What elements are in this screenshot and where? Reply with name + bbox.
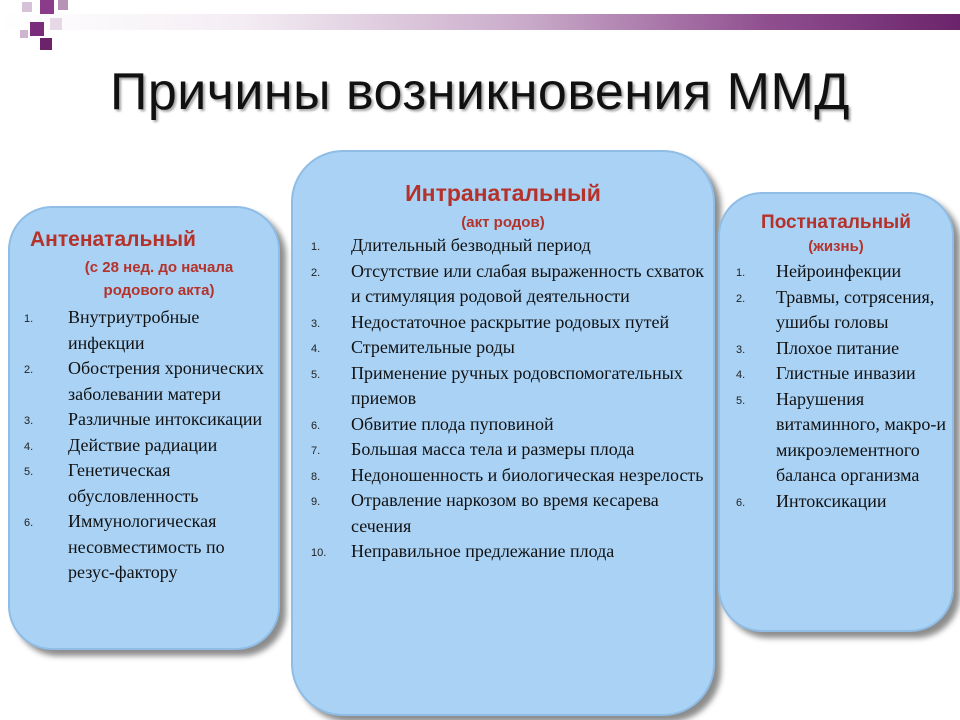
list-item — [736, 489, 948, 515]
list-item — [311, 335, 707, 361]
decorative-square — [40, 38, 52, 50]
list-item — [24, 458, 270, 509]
postnatal-list — [720, 259, 952, 514]
list-item-number: 1. — [311, 241, 321, 253]
list-item-number: 7. — [311, 445, 321, 457]
list-item-number: 2. — [24, 364, 34, 376]
list-item-text: Травмы, сотрясения, ушибы головы — [776, 286, 935, 332]
list-item — [311, 488, 707, 539]
decorative-square — [20, 30, 28, 38]
list-item-text: Нейроинфекции — [776, 261, 902, 281]
list-item-number: 1. — [736, 267, 746, 279]
list-item-number: 5. — [736, 394, 746, 407]
postnatal-panel — [718, 192, 954, 632]
list-item-text: Неправильное предлежание плода — [351, 541, 615, 561]
list-item — [311, 463, 707, 489]
list-item — [311, 437, 707, 463]
list-item-number: 3. — [311, 317, 321, 330]
list-item — [311, 412, 707, 438]
list-item-text: Интоксикации — [776, 490, 887, 511]
list-item — [24, 509, 270, 586]
list-item-number: 4. — [311, 343, 321, 355]
list-item-text: Стремительные роды — [351, 337, 515, 357]
list-item-text: Длительный безводный период — [351, 235, 591, 255]
list-item — [736, 285, 948, 336]
decorative-square — [22, 2, 32, 12]
list-item-number: 10. — [311, 547, 327, 559]
list-item — [24, 305, 270, 356]
decorative-top-bar — [0, 14, 960, 30]
list-item — [736, 336, 948, 362]
list-item-number: 5. — [24, 466, 34, 478]
list-item-text: Применение ручных родовспомогательных приемов — [351, 362, 683, 408]
intranatal-list — [293, 233, 713, 565]
list-item-text: Отсутствие или слабая выраженность схваток и стимуляция родовой деятельности — [351, 260, 704, 306]
list-item-number: 4. — [24, 440, 34, 453]
list-item-text: Плохое питание — [776, 337, 900, 358]
list-item-number: 9. — [311, 496, 321, 508]
list-item-text: Обвитие плода пуповиной — [351, 413, 554, 434]
list-item-number: 6. — [24, 517, 34, 529]
intranatal-subtitle: (акт родов) — [461, 214, 545, 231]
antenatal-subtitle — [10, 256, 278, 302]
list-item-number: 1. — [24, 313, 34, 325]
list-item-text: Обострения хронических заболевании матери — [68, 358, 264, 404]
list-item — [24, 433, 270, 459]
list-item-text: Иммунологическая несовместимость по резус-фактору — [68, 511, 225, 582]
decorative-square — [40, 0, 54, 14]
slide-title: Причины возникновения ММД — [109, 63, 851, 121]
antenatal-list — [10, 305, 278, 586]
list-item-text: Недоношенность и биологическая незрелость — [351, 464, 704, 485]
list-item — [736, 387, 948, 489]
list-item-number: 3. — [736, 343, 746, 356]
list-item-text: Генетическая обусловленность — [68, 460, 199, 506]
list-item — [311, 539, 707, 565]
antenatal-subtitle-line2: родового акта) — [103, 282, 215, 299]
list-item-text: Нарушения витаминного, макро-и микроэлементного баланса организма — [776, 388, 947, 485]
antenatal-subtitle-line1: (с 28 нед. до начала — [84, 259, 234, 276]
list-item-number: 4. — [736, 369, 746, 381]
list-item-text: Глистные инвазии — [776, 363, 916, 383]
decorative-square — [58, 0, 68, 10]
list-item-text: Внутриутробные инфекции — [68, 307, 200, 353]
list-item — [736, 259, 948, 285]
list-item-number: 5. — [311, 368, 321, 381]
list-item-number: 6. — [736, 496, 746, 509]
list-item-text: Действие радиации — [68, 434, 218, 455]
postnatal-heading: Постнатальный — [761, 212, 911, 233]
list-item — [311, 361, 707, 412]
list-item-number: 2. — [311, 266, 321, 279]
list-item — [311, 259, 707, 310]
list-item — [736, 361, 948, 387]
list-item-number: 8. — [311, 470, 321, 483]
list-item — [24, 407, 270, 433]
list-item-text: Отравление наркозом во время кесарева сечения — [351, 490, 659, 536]
decorative-square — [50, 18, 62, 30]
decorative-square — [30, 22, 44, 36]
antenatal-panel — [8, 206, 280, 650]
intranatal-panel — [291, 150, 715, 716]
list-item-text: Различные интоксикации — [68, 409, 263, 429]
antenatal-heading: Антенатальный — [30, 228, 196, 251]
list-item — [311, 310, 707, 336]
list-item — [311, 233, 707, 259]
list-item-number: 6. — [311, 419, 321, 432]
list-item-number: 2. — [736, 292, 746, 305]
list-item — [24, 356, 270, 407]
list-item-number: 3. — [24, 415, 34, 427]
postnatal-subtitle: (жизнь) — [808, 238, 864, 255]
list-item-text: Большая масса тела и размеры плода — [351, 439, 635, 459]
list-item-text: Недостаточное раскрытие родовых путей — [351, 311, 670, 332]
intranatal-heading: Интранатальный — [405, 180, 601, 206]
